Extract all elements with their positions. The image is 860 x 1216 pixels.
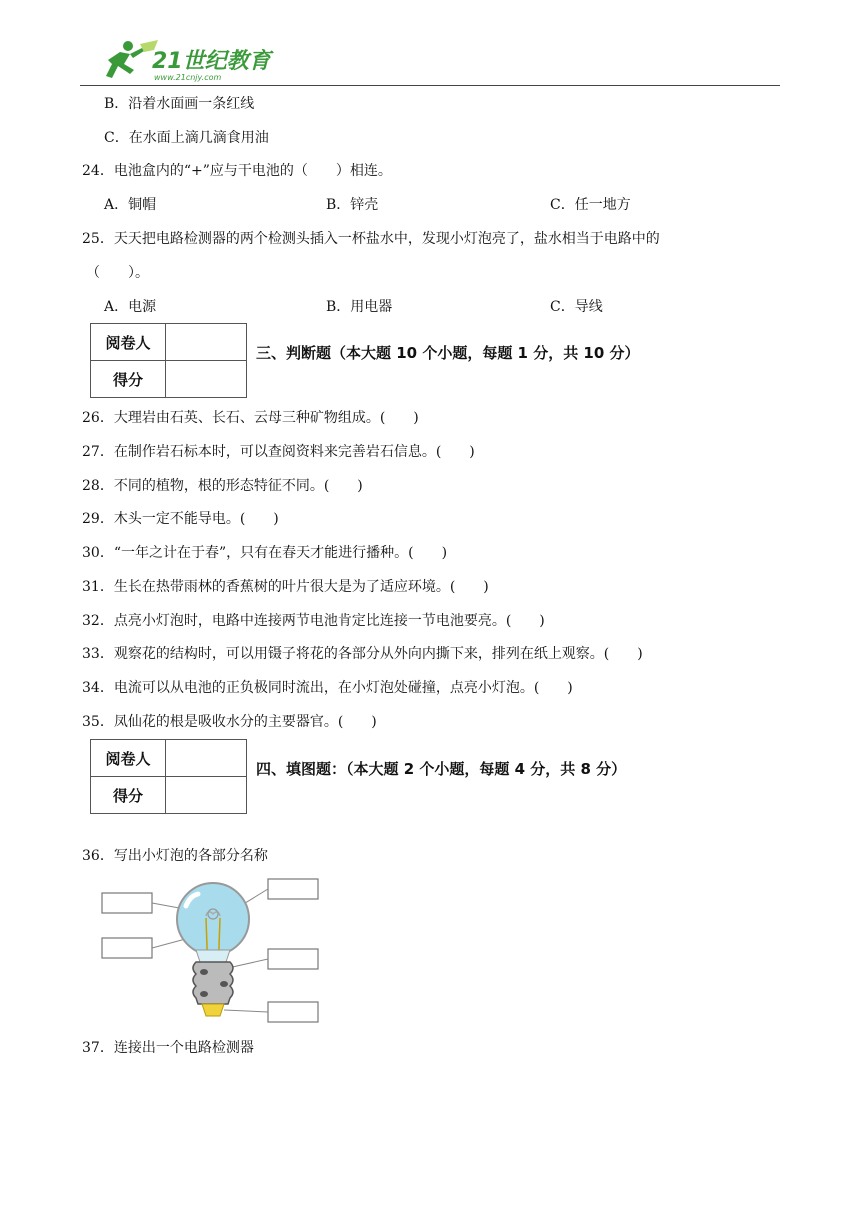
score-box-section4 [90, 739, 247, 814]
score-box-section3 [90, 323, 247, 398]
q25-option-b: B．用电器 [326, 299, 393, 315]
logo-url: www.21cnjy.com [154, 73, 222, 82]
q25-option-a: A．电源 [104, 299, 157, 315]
reviewer-label: 阅卷人 [91, 740, 166, 777]
reviewer-label: 阅卷人 [91, 324, 166, 361]
score-label: 得分 [91, 777, 166, 814]
question-30: 30．“一年之计在于春”，只有在春天才能进行播种。( ) [82, 545, 448, 561]
q25-text-line1: 25．天天把电路检测器的两个检测头插入一杯盐水中，发现小灯泡亮了，盐水相当于电路中的 [82, 231, 660, 247]
question-26: 26．大理岩由石英、长石、云母三种矿物组成。( ) [82, 410, 419, 426]
q24-text: 24．电池盒内的“+”应与干电池的（ ）相连。 [82, 163, 392, 179]
header-rule [80, 85, 780, 86]
question-32: 32．点亮小灯泡时，电路中连接两节电池肯定比连接一节电池要亮。( ) [82, 613, 545, 629]
section4-title: 四、填图题：（本大题 2 个小题，每题 4 分，共 8 分） [256, 760, 627, 778]
question-31: 31．生长在热带雨林的香蕉树的叶片很大是为了适应环境。( ) [82, 579, 489, 595]
q23-option-b: B．沿着水面画一条红线 [104, 96, 255, 112]
q24-option-c: C．任一地方 [550, 197, 631, 213]
question-28: 28．不同的植物，根的形态特征不同。( ) [82, 478, 363, 494]
question-34: 34．电流可以从电池的正负极同时流出，在小灯泡处碰撞，点亮小灯泡。( ) [82, 680, 573, 696]
reviewer-field[interactable] [166, 740, 247, 777]
q25-option-c: C．导线 [550, 299, 603, 315]
label-box-2 [102, 938, 152, 958]
question-33: 33．观察花的结构时，可以用镊子将花的各部分从外向内撕下来，排列在纸上观察。( ) [82, 646, 643, 662]
reviewer-field[interactable] [166, 324, 247, 361]
q23-option-c: C．在水面上滴几滴食用油 [104, 130, 269, 146]
question-29: 29．木头一定不能导电。( ) [82, 511, 279, 527]
question-35: 35．凤仙花的根是吸收水分的主要器官。( ) [82, 714, 377, 730]
section3-title: 三、判断题（本大题 10 个小题，每题 1 分，共 10 分） [256, 344, 640, 362]
light-bulb-diagram [100, 876, 322, 1026]
question-27: 27．在制作岩石标本时，可以查阅资料来完善岩石信息。( ) [82, 444, 475, 460]
score-label: 得分 [91, 361, 166, 398]
question-37: 37．连接出一个电路检测器 [82, 1040, 254, 1056]
question-36: 36．写出小灯泡的各部分名称 [82, 848, 268, 864]
label-box-1 [102, 893, 152, 913]
label-box-3 [268, 879, 318, 899]
score-field[interactable] [166, 777, 247, 814]
q25-text-line2: （ ）。 [86, 265, 149, 281]
label-box-5 [268, 1002, 318, 1022]
logo-text: 21世纪教育 [152, 49, 271, 74]
q24-option-a: A．铜帽 [104, 197, 157, 213]
q24-option-b: B．锌壳 [326, 197, 379, 213]
header-logo [100, 38, 275, 82]
score-field[interactable] [166, 361, 247, 398]
runner-logo-icon [106, 40, 158, 78]
label-box-4 [268, 949, 318, 969]
